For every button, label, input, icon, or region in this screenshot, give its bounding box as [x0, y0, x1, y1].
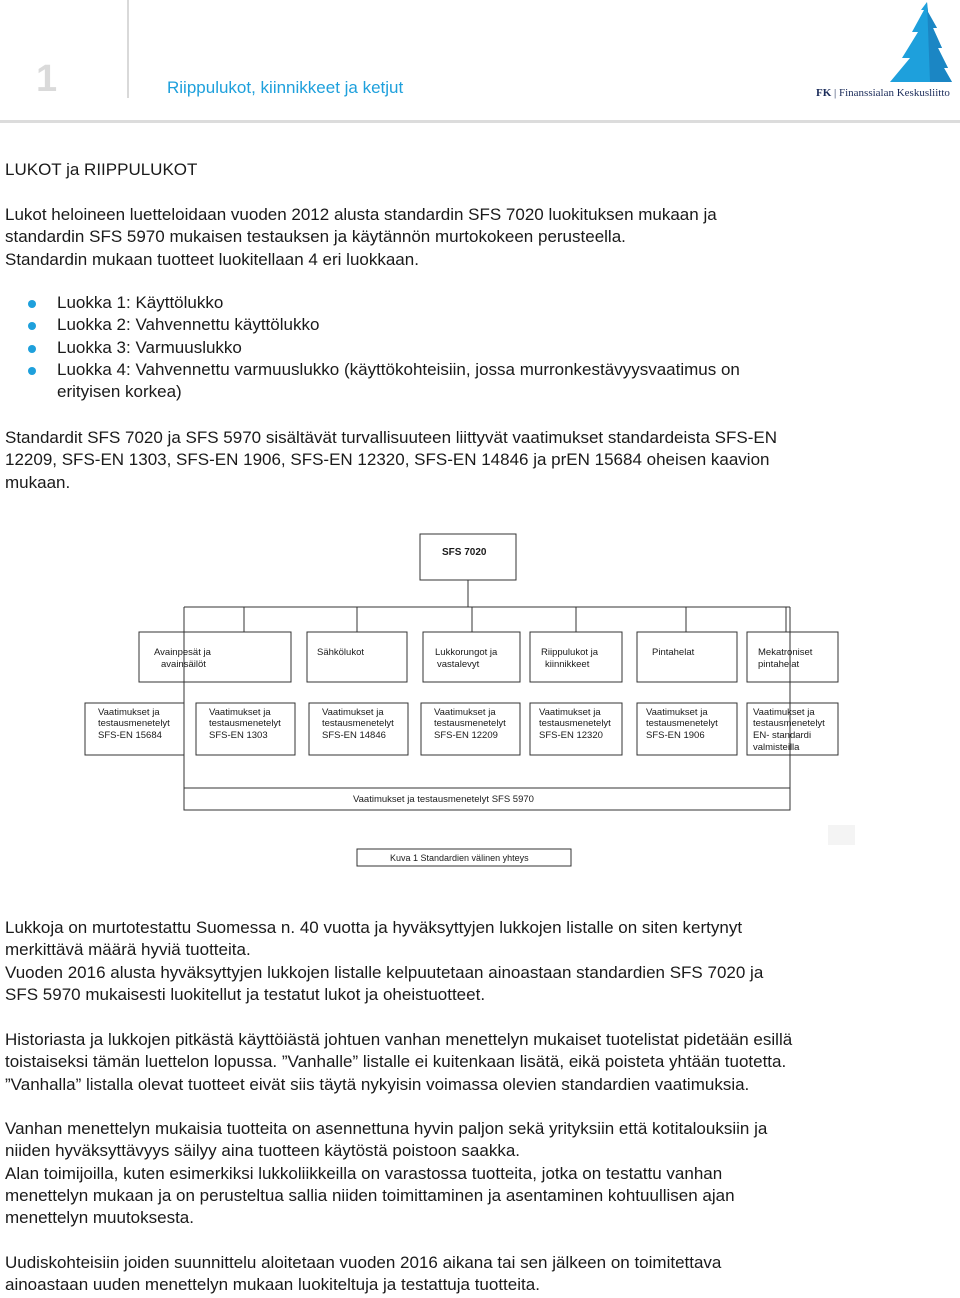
diagram-requirement-label: Vaatimukset ja testausmenetelyt SFS-EN 1303	[209, 707, 281, 741]
paragraph-3: Vanhan menettelyn mukaisia tuotteita on asennettuna hyvin paljon sekä yrityksiin että kotitalouksiin ja niiden hyväksyttävyys säilyy aina tuotteen käytöstä poistoon saakka. Alan toimijoilla, kuten esimerkiksi lukkoliikkeilla on varastossa tuotteita, jotka on testattu vanhan menettelyn mukaan ja on perusteltua sallia niiden toimittaminen ja asentaminen kohtuullisen ajan menettelyn muutoksesta.	[5, 1119, 768, 1228]
header-divider	[127, 0, 129, 98]
diagram-root: SFS 7020	[442, 547, 487, 558]
diagram-caption: Kuva 1 Standardien välinen yhteys	[390, 853, 529, 863]
class-list	[28, 292, 740, 403]
logo-text: FK | Finanssialan Keskusliitto	[816, 87, 950, 99]
diagram-requirement-label: Vaatimukset ja testausmenetelyt SFS-EN 15684	[98, 707, 170, 741]
paragraph-1: Lukkoja on murtotestattu Suomessa n. 40 vuotta ja hyväksyttyjen lukkojen listalle on siten kertynyt merkittävä määrä hyviä tuotteita. Vuoden 2016 alusta hyväksyttyjen lukkojen listalle kelpuutetaan ainoastaan standardien SFS 7020 ja SFS 5970 mukaisesti luokitellut ja testatut lukot ja oheistuotteet.	[5, 918, 764, 1004]
diagram-category-label: Pintahelat	[652, 647, 695, 658]
standards-paragraph: Standardit SFS 7020 ja SFS 5970 sisältävät turvallisuuteen liittyvät vaatimukset standardeista SFS-EN 12209, SFS-EN 1303, SFS-EN 1906, SFS-EN 12320, SFS-EN 14846 ja prEN 15684 oheisen kaavion mukaan.	[5, 428, 777, 492]
header-title: Riippulukot, kiinnikkeet ja ketjut	[167, 78, 404, 97]
diagram-category-label: Sähkölukot	[317, 647, 365, 658]
section-title: LUKOT ja RIIPPULUKOT	[5, 160, 198, 179]
standards-diagram	[0, 520, 960, 870]
header-rule	[0, 120, 960, 123]
fk-logo	[812, 2, 958, 102]
diagram-category-label: Lukkorungot ja vastalevyt	[435, 647, 498, 670]
diagram-requirement-label: Vaatimukset ja testausmenetelyt SFS-EN 14846	[322, 707, 394, 741]
diagram-requirement-label: Vaatimukset ja testausmenetelyt SFS-EN 1906	[646, 707, 718, 741]
list-item-continuation: erityisen korkea)	[57, 382, 182, 402]
fk-triangle-icon	[890, 2, 952, 82]
diagram-bottom-label: Vaatimukset ja testausmenetelyt SFS 5970	[353, 794, 534, 805]
diagram-requirement-label: Vaatimukset ja testausmenetelyt EN- standardi valmisteilla	[753, 707, 825, 753]
diagram-category-label: Riippulukot ja kiinnikkeet	[541, 647, 599, 670]
diagram-category-label: Avainpesät ja avainsäilöt	[154, 647, 211, 670]
list-item: Luokka 2: Vahvennettu käyttölukko	[28, 314, 740, 336]
diagram-category-label: Mekatroniset pintahelat	[758, 647, 813, 670]
intro-paragraph: Lukot heloineen luetteloidaan vuoden 2012 alusta standardin SFS 7020 luokituksen mukaan ja standardin SFS 5970 mukaisen testauksen ja käytännön murtokokeen perusteella. Standardin mukaan tuotteet luokitellaan 4 eri luokkaan.	[5, 205, 717, 269]
paragraph-2: Historiasta ja lukkojen pitkästä käyttöiästä johtuen vanhan menettelyn mukaiset tuotelistat pidetään esillä toistaiseksi tämän luettelon lopussa. ”Vanhalle” listalle ei kuitenkaan lisätä, eikä poisteta yhtään tuotetta. ”Vanhalla” listalla olevat tuotteet eivät siis täytä nykyisin voimassa olevien standardien vaatimuksia.	[5, 1030, 793, 1094]
list-item: Luokka 1: Käyttölukko	[28, 292, 740, 314]
diagram-requirement-label: Vaatimukset ja testausmenetelyt SFS-EN 12209	[434, 707, 506, 741]
diagram-requirement-label: Vaatimukset ja testausmenetelyt SFS-EN 12320	[539, 707, 611, 741]
list-item: Luokka 4: Vahvennettu varmuuslukko (käyttökohteisiin, jossa murronkestävyysvaatimus on	[28, 359, 740, 381]
page-number: 1	[36, 58, 58, 100]
diagram-artifact	[828, 825, 855, 845]
list-item: Luokka 3: Varmuuslukko	[28, 337, 740, 359]
paragraph-4: Uudiskohteisiin joiden suunnittelu aloitetaan vuoden 2016 aikana tai sen jälkeen on toimitettava ainoastaan uuden menettelyn mukaan luokiteltuja ja testattuja tuotteita.	[5, 1253, 722, 1295]
